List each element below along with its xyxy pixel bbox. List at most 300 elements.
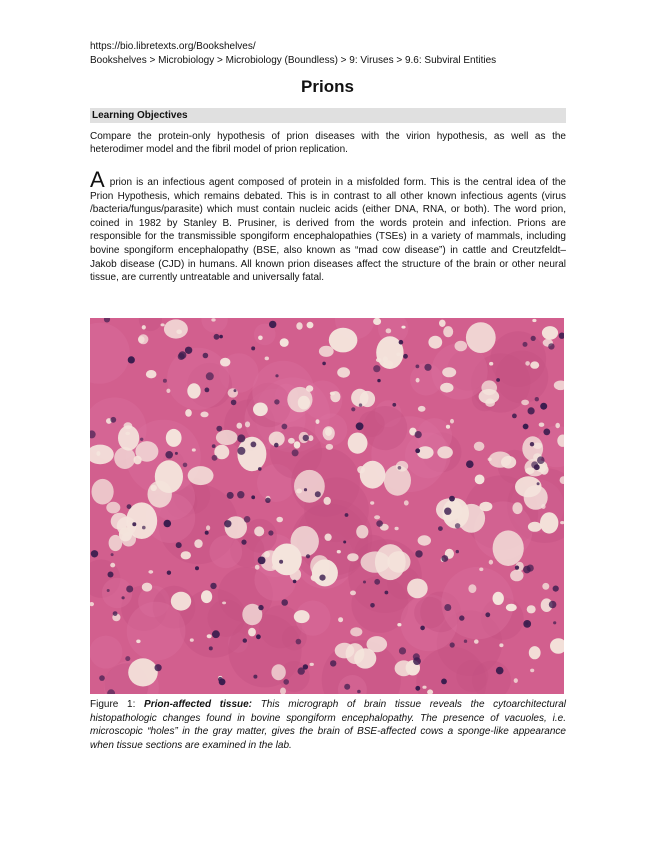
tissue-shading [208,600,245,637]
vacuole [474,442,485,451]
tissue-shading [90,636,122,669]
vacuole [407,579,428,599]
figure-caption [90,698,566,752]
cell-nucleus [206,372,214,380]
vacuole [121,532,136,546]
tissue-shading [441,567,513,639]
vacuole [335,643,355,659]
vacuole [422,686,426,689]
vacuole [418,406,426,412]
cell-nucleus [530,442,534,446]
vacuole [148,481,172,508]
vacuole [370,501,374,504]
vacuole [499,643,503,647]
cell-nucleus [415,448,420,453]
cell-nucleus [140,438,143,441]
cell-nucleus [251,495,255,499]
vacuole [200,412,208,418]
cell-nucleus [214,334,220,340]
vacuole [323,426,335,440]
figure-caption-title: Prion-affected tissue: [144,699,253,710]
drop-cap: A [90,167,105,192]
vacuole [455,341,468,352]
vacuole [501,456,516,469]
vacuole [475,475,485,485]
vacuole [418,535,431,545]
vacuole [124,422,133,429]
cell-nucleus [265,498,270,503]
cell-nucleus [344,684,350,690]
cell-nucleus [241,540,246,545]
vacuole [294,610,310,623]
cell-nucleus [413,653,420,660]
micrograph-image [90,318,564,694]
vacuole [428,336,442,349]
cell-nucleus [363,581,366,584]
vacuole [188,466,214,485]
cell-nucleus [357,690,361,694]
cell-nucleus [416,365,420,369]
vacuole [298,396,310,410]
vacuole [506,604,517,612]
cell-nucleus [444,508,451,515]
vacuole [142,325,146,329]
cell-nucleus [122,596,125,599]
cell-nucleus [456,550,459,553]
cell-nucleus [164,520,172,528]
tissue-shading [209,535,242,568]
vacuole [220,358,230,367]
cell-nucleus [292,449,299,456]
cell-nucleus [523,342,528,347]
vacuole [324,497,331,505]
vacuole [146,370,157,378]
tissue-shading [102,578,132,608]
cell-nucleus [345,513,349,517]
cell-nucleus [165,451,173,459]
vacuole [296,322,302,329]
vacuole [326,444,333,450]
cell-nucleus [523,424,529,430]
vacuole [348,433,368,454]
vacuole [374,515,380,519]
vacuole [525,468,534,475]
cell-nucleus [256,634,261,639]
learning-objectives-heading: Learning Objectives [92,110,188,121]
cell-nucleus [125,656,130,661]
cell-nucleus [234,389,237,392]
vacuole [271,664,285,680]
vacuole [330,391,340,402]
vacuole [350,591,356,596]
cell-nucleus [512,414,517,419]
vacuole [272,565,278,570]
cell-nucleus [274,399,279,404]
cell-nucleus [99,675,105,681]
cell-nucleus [258,467,262,471]
vacuole [114,447,135,469]
vacuole [450,419,454,424]
cell-nucleus [540,403,547,410]
figure-caption-text: This micrograph of brain tissue reveals the cytoarchitectural histopathologic changes found in bovine spongiform encephalopathy. The presence of vacuoles, i.e. microscopic “holes” in the gray matter, gives the brain of BSE-affected cows a sponge-like appearance when tissue sections are examined in the lab. [90,699,566,751]
vacuole [264,551,270,557]
vacuole [288,438,295,444]
cell-nucleus [330,660,336,666]
cell-nucleus [205,388,210,393]
cell-nucleus [515,566,519,570]
vacuole [555,423,560,428]
source-url[interactable]: https://bio.libretexts.org/Bookshelves/ [90,41,256,52]
cell-nucleus [142,526,146,530]
cell-nucleus [319,575,325,581]
cell-nucleus [293,580,297,584]
vacuole [383,356,388,362]
cell-nucleus [243,638,247,642]
tissue-shading [127,602,186,661]
vacuole [512,502,522,514]
cell-nucleus [496,667,504,675]
vacuole [404,500,409,505]
vacuole [417,446,434,459]
cell-nucleus [185,347,192,354]
vacuole [510,570,523,582]
cell-nucleus [466,460,474,468]
cell-nucleus [459,615,464,620]
learning-objectives-text: Compare the protein-only hypothesis of prion diseases with the virion hypothesis, as well as the heterodimer model and the fibril model of prion replication. [90,131,566,156]
vacuole [396,461,408,472]
vacuole [479,389,500,404]
vacuole [291,526,319,557]
cell-nucleus [399,340,404,345]
vacuole [446,517,452,522]
cell-nucleus [251,442,257,448]
cell-nucleus [212,630,220,638]
tissue-shading [496,351,549,404]
vacuole [211,318,215,321]
vacuole [228,388,238,397]
cell-nucleus [485,612,490,617]
vacuole [397,623,401,626]
cell-nucleus [176,542,182,548]
vacuole [350,627,362,636]
cell-nucleus [351,407,355,411]
vacuole [489,362,493,366]
vacuole [466,322,496,353]
vacuole [216,430,238,445]
vacuole [319,346,334,357]
vacuole [437,446,453,458]
cell-nucleus [210,583,216,589]
cell-nucleus [304,488,307,491]
vacuole [542,583,549,590]
cell-nucleus [237,447,245,455]
cell-nucleus [450,642,455,647]
vacuole [337,367,350,377]
cell-nucleus [209,646,213,650]
vacuole [294,441,301,448]
vacuole [489,560,493,565]
cell-nucleus [385,591,389,595]
vacuole [192,448,196,451]
cell-nucleus [441,679,447,685]
cell-nucleus [415,686,420,691]
vacuole [338,617,343,622]
vacuole [185,409,192,417]
cell-nucleus [424,364,431,371]
vacuole [207,634,212,638]
vacuole [532,319,536,322]
vacuole [356,525,368,538]
vacuole [439,320,446,327]
learning-objectives-header [90,108,566,123]
cell-nucleus [216,426,222,432]
vacuole [171,592,191,611]
vacuole [237,423,243,429]
cell-nucleus [244,516,251,523]
cell-nucleus [268,530,273,535]
vacuole [493,530,524,566]
cell-nucleus [464,640,467,643]
vacuole [138,334,148,344]
cell-nucleus [205,531,209,535]
vacuole [442,367,456,377]
vacuole [446,425,450,429]
vacuole [325,534,332,541]
cell-nucleus [398,466,402,470]
vacuole [166,429,182,447]
vacuole [316,419,320,424]
cell-nucleus [128,356,135,363]
cell-nucleus [359,403,362,406]
vacuole [134,456,142,465]
cell-nucleus [183,463,188,468]
vacuole [254,526,264,536]
micrograph-illustration [90,318,564,694]
cell-nucleus [528,407,535,414]
cell-nucleus [155,664,162,671]
vacuole [164,319,188,338]
cell-nucleus [91,550,98,557]
vacuole [386,328,392,333]
cell-nucleus [438,526,443,531]
page-title: Prions [301,77,354,96]
cell-nucleus [543,429,550,436]
vacuole [337,550,341,553]
cell-nucleus [110,417,116,423]
vacuole [310,663,314,666]
cell-nucleus [392,403,396,407]
vacuole [222,602,226,605]
vacuole [187,383,200,398]
vacuole [265,357,269,361]
vacuole [395,527,399,530]
cell-nucleus [212,455,218,461]
vacuole [194,539,202,548]
vacuole [514,678,518,683]
vacuole [533,443,542,449]
cell-nucleus [258,557,266,565]
vacuole [488,458,492,462]
vacuole [329,328,358,353]
vacuole [206,525,210,530]
vacuole [106,502,120,514]
vacuole [151,485,157,491]
cell-nucleus [269,321,276,328]
figure-label: Figure 1: [90,699,145,710]
cell-nucleus [370,603,375,608]
cell-nucleus [343,541,346,544]
cell-nucleus [441,555,448,562]
vacuole [360,461,386,489]
cell-nucleus [282,424,288,430]
vacuole [527,605,536,613]
cell-nucleus [107,589,110,592]
vacuole [539,423,545,427]
cell-nucleus [258,605,263,610]
vacuole [387,551,410,573]
vacuole [201,590,212,603]
cell-nucleus [496,378,500,382]
vacuole [92,479,114,505]
cell-nucleus [111,553,114,556]
vacuole [440,383,453,393]
vacuole [530,361,539,368]
cell-nucleus [537,482,540,485]
cell-nucleus [553,586,559,592]
cell-nucleus [376,520,383,527]
cell-nucleus [219,335,223,339]
cell-nucleus [195,566,199,570]
cell-nucleus [415,550,422,557]
vacuole [529,646,541,659]
cell-nucleus [523,566,531,574]
vacuole [528,522,542,532]
vacuole [521,400,529,406]
vacuole [443,326,453,337]
cell-nucleus [175,452,178,455]
vacuole [307,322,314,329]
cell-nucleus [356,422,364,430]
vacuole [416,378,420,383]
cell-nucleus [298,667,305,674]
cell-nucleus [315,491,321,497]
cell-nucleus [227,492,234,499]
cell-nucleus [444,604,451,611]
cell-nucleus [237,434,245,442]
vacuole [96,451,100,456]
cell-nucleus [306,554,310,558]
cell-nucleus [275,374,278,377]
cell-nucleus [415,431,422,438]
vacuole [276,517,283,523]
vacuole [190,638,194,641]
vacuole [128,658,158,686]
vacuole [161,323,165,326]
cell-nucleus [274,443,279,448]
cell-nucleus [126,586,133,593]
vacuole [255,565,260,570]
vacuole [479,568,483,572]
cell-nucleus [237,491,244,498]
vacuole [258,336,263,341]
cell-nucleus [531,336,536,341]
vacuole [248,628,256,637]
vacuole [524,485,548,510]
vacuole [306,385,313,392]
vacuole [110,563,115,568]
cell-nucleus [296,639,302,645]
cell-nucleus [374,579,380,585]
vacuole [245,421,250,427]
cell-nucleus [553,621,556,624]
cell-nucleus [523,620,531,628]
body-paragraph-text: prion is an infectious agent composed of protein in a misfolded form. This is the central idea of the Prion Hypothesis, which remains debated. This is in contrast to all other known infectious agents (virus /bacteria/fungus/parasite) which must contain nucleic acids (either DNA, RNA, or both). The word prion, coined in 1982 by Stanley B. Prusiner, is derived from the words protein and infection. Prions are responsible for the transmissible spongiform encephalopathies (TSEs) in a variety of mammals, including bovine spongiform encephalopathy (BSE, also known as “mad cow disease”) in cattle and Creutzfeldt–Jakob disease (CJD) in humans. All known prion diseases affect the structure of the brain or other neural tissue, are currently untreatable and universally fatal. [90,177,566,284]
vacuole [373,318,381,325]
vacuole [474,639,479,643]
vacuole [136,640,140,644]
cell-nucleus [535,397,539,401]
cell-nucleus [548,343,554,349]
vacuole [181,551,191,559]
cell-nucleus [403,354,408,359]
cell-nucleus [108,572,114,578]
vacuole [401,326,405,329]
vacuole [540,512,558,533]
cell-nucleus [303,435,309,441]
cell-nucleus [373,365,380,372]
cell-nucleus [167,571,171,575]
tissue-shading [167,348,229,410]
vacuole [253,403,268,417]
cell-nucleus [537,456,545,464]
vacuole [361,551,391,572]
cell-nucleus [231,400,237,406]
cell-nucleus [399,647,406,654]
cell-nucleus [531,461,538,468]
breadcrumb[interactable]: Bookshelves > Microbiology > Microbiology (Boundless) > 9: Viruses > 9.6: Subviral Entities [90,55,497,66]
vacuole [111,513,129,530]
vacuole [542,326,558,340]
vacuole [148,570,153,574]
cell-nucleus [203,353,209,359]
vacuole [493,592,504,605]
vacuole [294,470,325,503]
cell-nucleus [281,599,288,606]
vacuole [530,669,534,673]
cell-nucleus [455,523,460,528]
cell-nucleus [279,560,283,564]
cell-nucleus [178,353,185,360]
cell-nucleus [163,379,167,383]
vacuole [280,338,289,347]
cell-nucleus [449,496,455,502]
cell-nucleus [322,362,326,366]
vacuole [142,583,152,592]
cell-nucleus [219,679,226,686]
vacuole [468,584,476,593]
cell-nucleus [251,346,255,350]
cell-nucleus [127,504,132,509]
cell-nucleus [212,444,216,448]
vacuole [312,559,338,586]
cell-nucleus [113,611,118,616]
vacuole [479,502,492,511]
cell-nucleus [224,520,231,527]
cell-nucleus [377,379,380,382]
cell-nucleus [549,601,557,609]
body-paragraph [90,167,566,285]
cell-nucleus [132,522,136,526]
